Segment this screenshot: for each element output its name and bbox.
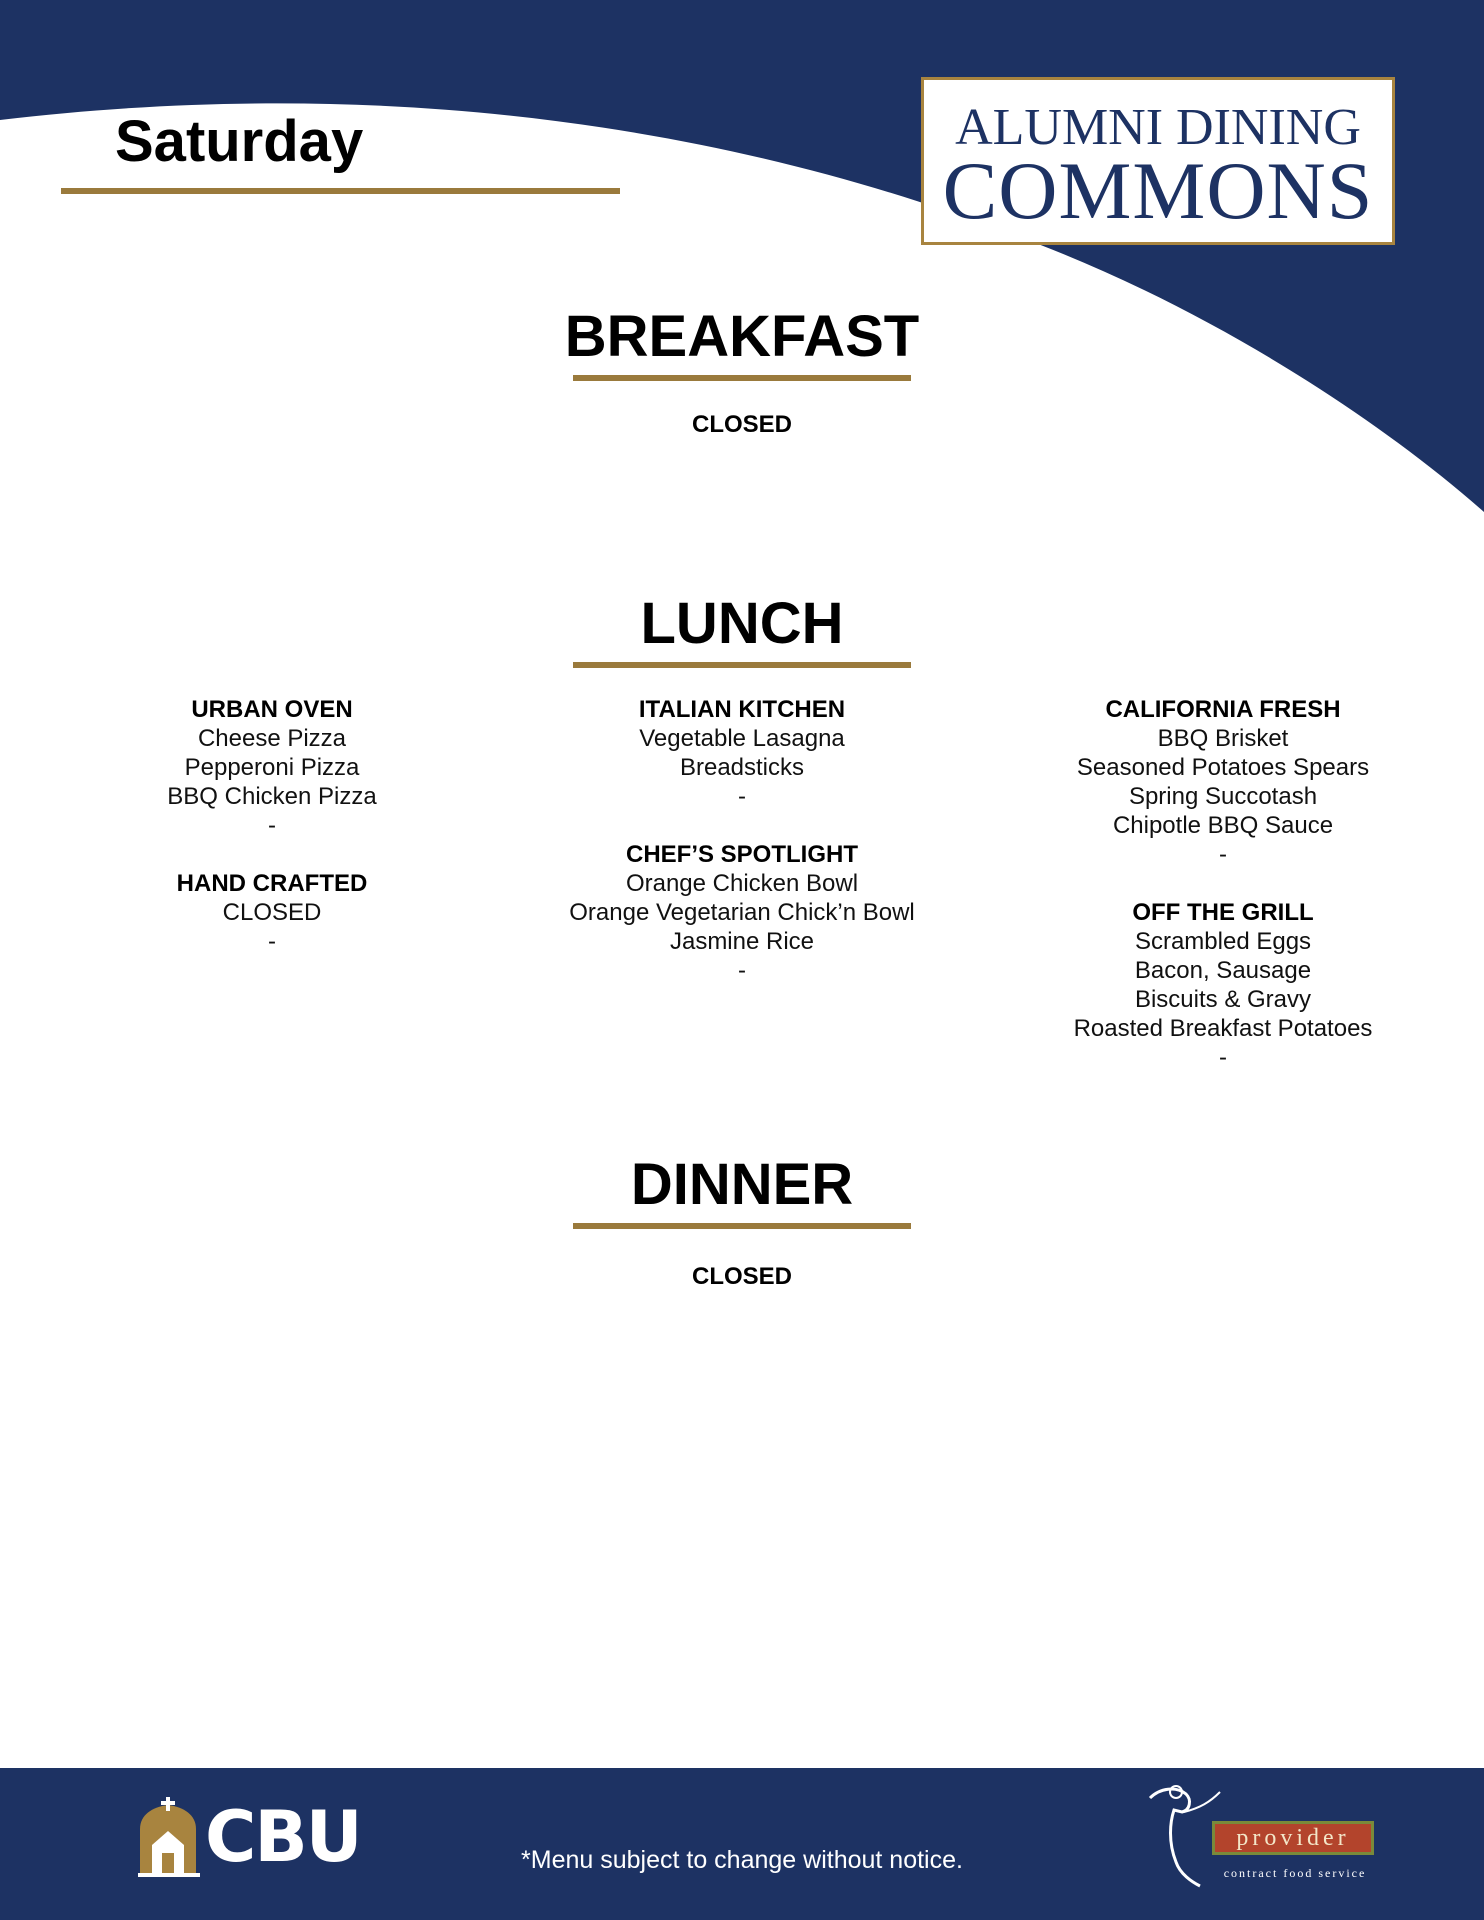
menu-item: Roasted Breakfast Potatoes (1073, 1015, 1373, 1042)
lunch-column-center (502, 695, 982, 985)
breakfast-underline (573, 375, 911, 381)
menu-item-separator: - (738, 957, 746, 984)
dinner-underline (573, 1223, 911, 1229)
menu-item: Breadsticks (679, 754, 805, 781)
logo-line-1: ALUMNI DINING (955, 99, 1361, 156)
lunch-title: LUNCH (640, 591, 844, 656)
menu-item: CLOSED (222, 899, 322, 926)
station-name: OFF THE GRILL (1132, 899, 1314, 926)
alumni-dining-commons-logo (921, 77, 1395, 245)
menu-item: Pepperoni Pizza (184, 754, 360, 781)
provider-tagline: contract food service (1223, 1866, 1367, 1880)
day-title: Saturday (115, 109, 364, 174)
menu-item: Scrambled Eggs (1134, 928, 1312, 955)
lunch-column-right (983, 695, 1463, 1072)
menu-item: BBQ Brisket (1157, 725, 1289, 752)
menu-item-separator: - (268, 928, 276, 955)
menu-item-separator: - (738, 783, 746, 810)
lunch-underline (573, 662, 911, 668)
station-name: CHEF’S SPOTLIGHT (625, 841, 858, 868)
menu-item: Bacon, Sausage (1134, 957, 1312, 984)
menu-item: Spring Succotash (1128, 783, 1318, 810)
menu-item-separator: - (268, 812, 276, 839)
menu-item: Orange Chicken Bowl (625, 870, 859, 897)
station-name: HAND CRAFTED (176, 870, 368, 897)
dinner-section (0, 1152, 1484, 1229)
station-name: URBAN OVEN (191, 696, 353, 723)
dinner-status: CLOSED (691, 1263, 792, 1290)
lunch-column-left (32, 695, 512, 956)
menu-item: BBQ Chicken Pizza (167, 783, 377, 810)
menu-item: Vegetable Lasagna (639, 725, 845, 752)
station-name: CALIFORNIA FRESH (1105, 696, 1341, 723)
menu-item: Biscuits & Gravy (1134, 986, 1312, 1013)
menu-item: Chipotle BBQ Sauce (1112, 812, 1334, 839)
station-name: ITALIAN KITCHEN (638, 696, 846, 723)
menu-item-separator: - (1219, 1044, 1227, 1071)
menu-item: Cheese Pizza (197, 725, 347, 752)
menu-item-separator: - (1219, 841, 1227, 868)
breakfast-section (0, 304, 1484, 381)
logo-line-2: COMMONS (942, 145, 1374, 236)
cbu-logo-text: CBU (205, 1796, 361, 1878)
lunch-section (0, 591, 1484, 668)
menu-item: Jasmine Rice (669, 928, 815, 955)
dinner-title: DINNER (630, 1152, 854, 1217)
provider-logo-text: provider (1212, 1821, 1374, 1855)
day-title-underline (61, 188, 620, 194)
menu-item: Seasoned Potatoes Spears (1076, 754, 1370, 781)
breakfast-status: CLOSED (691, 411, 792, 438)
breakfast-title: BREAKFAST (564, 304, 920, 369)
menu-item: Orange Vegetarian Chick’n Bowl (569, 899, 915, 926)
menu-change-notice: *Menu subject to change without notice. (521, 1846, 963, 1874)
